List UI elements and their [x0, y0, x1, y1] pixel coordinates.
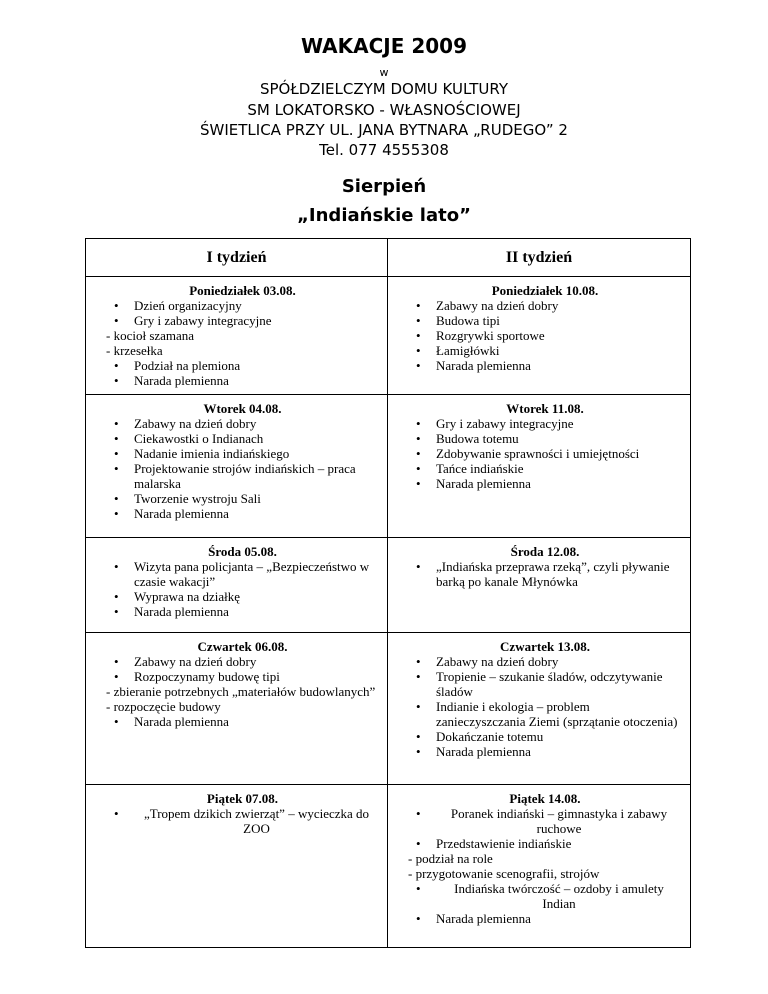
activity-item: • Wizyta pana policjanta – „Bezpieczeństwo w czasie wakacji” — [106, 559, 379, 589]
day-cell — [86, 277, 388, 395]
header-w: w — [379, 66, 389, 79]
day-heading: Czwartek 13.08. — [500, 639, 590, 654]
activity-item: • Narada plemienna — [106, 506, 379, 521]
activity-item: • Wyprawa na działkę — [106, 589, 379, 604]
month-heading: Sierpień — [341, 176, 427, 197]
activity-item: • Projektowanie strojów indiańskich – praca malarska — [106, 461, 379, 491]
schedule-row-friday — [86, 785, 691, 948]
activity-item: • Gry i zabawy integracyjne — [106, 313, 379, 328]
activity-item: • Rozpoczynamy budowę tipi — [106, 669, 379, 684]
day-cell — [388, 395, 691, 538]
schedule-row-thursday — [86, 633, 691, 785]
activity-item: • Narada plemienna — [106, 604, 379, 619]
day-heading: Wtorek 11.08. — [506, 401, 584, 416]
activity-item: • Ciekawostki o Indianach — [106, 431, 379, 446]
day-cell — [388, 785, 691, 948]
activity-item: • „Tropem dzikich zwierząt” – wycieczka do ZOO — [106, 806, 379, 836]
day-cell — [388, 633, 691, 785]
activity-item: • Zabawy na dzień dobry — [106, 416, 379, 431]
schedule-row-monday — [86, 277, 691, 395]
activity-item: • Indiańska twórczość – ozdoby i amulety Indian — [408, 881, 682, 911]
schedule-body — [86, 277, 691, 948]
activity-item: • Dzień organizacyjny — [106, 298, 379, 313]
activity-item: • Narada plemienna — [408, 911, 682, 926]
header-institution: SPÓŁDZIELCZYM DOMU KULTURY — [259, 80, 509, 98]
day-cell — [86, 538, 388, 633]
activity-subitem: - rozpoczęcie budowy — [106, 699, 221, 714]
activity-item: • Tworzenie wystroju Sali — [106, 491, 379, 506]
activity-item: • Tańce indiańskie — [408, 461, 682, 476]
activity-item: • Narada plemienna — [408, 476, 682, 491]
activity-item: • Poranek indiański – gimnastyka i zabawy ruchowe — [408, 806, 682, 836]
schedule-header-row — [86, 239, 691, 277]
activity-subitem: - podział na role — [408, 851, 493, 866]
day-heading: Piątek 07.08. — [206, 791, 279, 806]
schedule-table — [85, 238, 691, 948]
activity-subitem: - kocioł szamana — [106, 328, 195, 343]
activity-item: • Podział na plemiona — [106, 358, 379, 373]
activity-subitem: - przygotowanie scenografii, strojów — [408, 866, 600, 881]
day-heading: Czwartek 06.08. — [197, 639, 288, 654]
activity-item: • Łamigłówki — [408, 343, 682, 358]
activity-item: • Indianie i ekologia – problem zanieczyszczania Ziemi (sprzątanie otoczenia) — [408, 699, 682, 729]
activity-item: • Przedstawienie indiańskie — [408, 836, 682, 851]
schedule-row-tuesday — [86, 395, 691, 538]
activity-item: • Narada plemienna — [408, 744, 682, 759]
day-heading: Środa 12.08. — [510, 544, 580, 559]
activity-item: • Zabawy na dzień dobry — [408, 654, 682, 669]
activity-item: • Zabawy na dzień dobry — [408, 298, 682, 313]
day-cell — [86, 785, 388, 948]
document-title: WAKACJE 2009 — [300, 34, 468, 58]
day-heading: Środa 05.08. — [208, 544, 277, 559]
activity-item: • Narada plemienna — [106, 714, 379, 729]
day-cell — [86, 633, 388, 785]
activity-subitem: - zbieranie potrzebnych „materiałów budowlanych” — [106, 684, 376, 699]
activity-subitem: - krzesełka — [106, 343, 163, 358]
week-1-header: I tydzień — [86, 239, 388, 277]
activity-item: • Zdobywanie sprawności i umiejętności — [408, 446, 682, 461]
header-phone: Tel. 077 4555308 — [319, 141, 449, 159]
activity-item: • „Indiańska przeprawa rzeką”, czyli pływanie barką po kanale Młynówka — [408, 559, 682, 589]
schedule-row-wednesday — [86, 538, 691, 633]
activity-item: • Dokańczanie totemu — [408, 729, 682, 744]
activity-item: • Tropienie – szukanie śladów, odczytywanie śladów — [408, 669, 682, 699]
theme-heading: „Indiańskie lato” — [297, 205, 471, 226]
activity-item: • Budowa tipi — [408, 313, 682, 328]
activity-item: • Budowa totemu — [408, 431, 682, 446]
day-heading: Poniedziałek 03.08. — [189, 283, 296, 298]
day-cell — [388, 538, 691, 633]
activity-item: • Rozgrywki sportowe — [408, 328, 682, 343]
day-cell — [86, 395, 388, 538]
activity-item: • Narada plemienna — [408, 358, 682, 373]
activity-item: • Nadanie imienia indiańskiego — [106, 446, 379, 461]
activity-item: • Zabawy na dzień dobry — [106, 654, 379, 669]
activity-item: • Gry i zabawy integracyjne — [408, 416, 682, 431]
header-cooperative: SM LOKATORSKO - WŁASNOŚCIOWEJ — [247, 101, 521, 119]
activity-item: • Narada plemienna — [106, 373, 379, 388]
day-heading: Piątek 14.08. — [509, 791, 581, 806]
week-2-header: II tydzień — [388, 239, 691, 277]
day-heading: Poniedziałek 10.08. — [491, 283, 599, 298]
day-cell — [388, 277, 691, 395]
day-heading: Wtorek 04.08. — [203, 401, 282, 416]
header-address: ŚWIETLICA PRZY UL. JANA BYTNARA „RUDEGO” 2 — [200, 121, 568, 139]
